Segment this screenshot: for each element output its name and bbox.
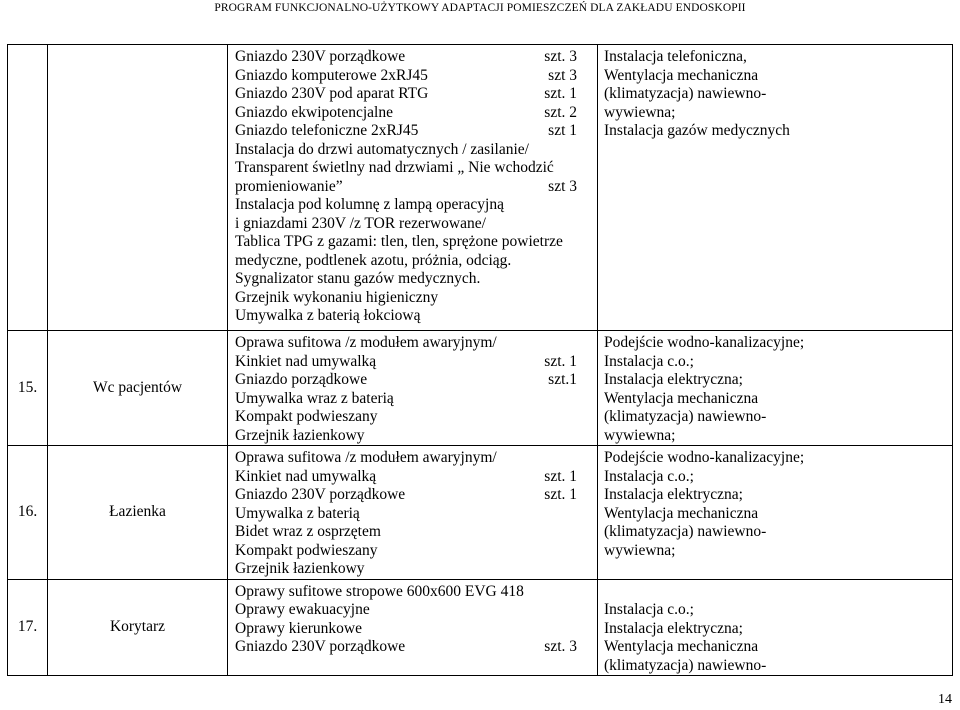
equipment-item-text: Instalacja pod kolumnę z lampą operacyjną (235, 196, 504, 213)
equipment-item-text: Tablica TPG z gazami: tlen, tlen, sprężone powietrze (235, 233, 563, 250)
row-number: 15. (8, 331, 48, 446)
room-name: Wc pacjentów (48, 331, 228, 446)
equipment-item (235, 486, 597, 505)
equipment-item (235, 371, 597, 390)
equipment-cell (228, 45, 598, 331)
equipment-item-text: Instalacja do drzwi automatycznych / zasilanie/ (235, 140, 529, 158)
equipment-item-text: Bidet wraz z osprzętem (235, 523, 381, 540)
equipment-item-text: Gniazdo ekwipotencjalne (235, 103, 393, 121)
equipment-item-text: Oprawy ewakuacyjne (235, 601, 370, 618)
rooms-table-body (8, 45, 953, 676)
equipment-item-text: Grzejnik łazienkowy (235, 560, 365, 577)
equipment-item (235, 523, 597, 542)
table-row (8, 446, 953, 580)
installation-line: Instalacja c.o.; (604, 467, 694, 485)
equipment-item (235, 215, 597, 234)
equipment-item (235, 542, 597, 561)
installation-line: Podejście wodno-kanalizacyjne; (604, 449, 805, 466)
installation-line: Instalacja elektryczna; (604, 486, 743, 503)
installation-line: Instalacja c.o.; (604, 601, 694, 618)
equipment-item-text: Kinkiet nad umywalką (235, 352, 377, 370)
installation-line: (klimatyzacja) nawiewno- (604, 656, 767, 674)
equipment-item (235, 270, 597, 289)
equipment-item-text: Umywalka z baterią (235, 504, 360, 522)
equipment-item (235, 390, 597, 409)
equipment-item-quantity: szt 1 (548, 122, 577, 139)
table-row (8, 579, 953, 676)
installation-line: Instalacja elektryczna; (604, 371, 743, 388)
equipment-item (235, 307, 597, 326)
equipment-item (235, 67, 597, 86)
equipment-item (235, 620, 597, 639)
equipment-cell (228, 446, 598, 580)
installation-line: Wentylacja mechaniczna (604, 389, 759, 407)
installations-cell (598, 579, 953, 676)
equipment-item (235, 408, 597, 427)
installations-cell (598, 446, 953, 580)
equipment-item-quantity: szt.1 (548, 371, 577, 388)
equipment-item-text: Gniazdo telefoniczne 2xRJ45 (235, 122, 419, 139)
equipment-item-text: Gniazdo 230V porządkowe (235, 638, 406, 655)
equipment-item (235, 353, 597, 372)
equipment-cell (228, 331, 598, 446)
table-row (8, 331, 953, 446)
installation-line (604, 583, 952, 602)
installation-line: wywiewna; (604, 103, 676, 121)
installation-line: (klimatyzacja) nawiewno- (604, 408, 767, 425)
room-name (48, 45, 228, 331)
installation-line: (klimatyzacja) nawiewno- (604, 523, 767, 540)
equipment-item (235, 334, 597, 353)
page-number: 14 (938, 692, 952, 707)
equipment-item (235, 252, 597, 271)
row-number (8, 45, 48, 331)
installation-line: Wentylacja mechaniczna (604, 638, 759, 655)
equipment-item-text: promieniowanie” (235, 177, 343, 195)
equipment-item-text: Umywalka z baterią łokciową (235, 307, 421, 324)
equipment-item-text: Kompakt podwieszany (235, 541, 378, 559)
equipment-item-text: Grzejnik wykonaniu higieniczny (235, 288, 439, 306)
equipment-item (235, 505, 597, 524)
installation-line: Instalacja telefoniczna, (604, 48, 747, 65)
equipment-item-quantity: szt. 1 (544, 467, 577, 485)
equipment-item (235, 427, 597, 446)
equipment-item (235, 289, 597, 308)
equipment-item (235, 85, 597, 104)
equipment-item (235, 583, 597, 602)
installation-line: Instalacja c.o.; (604, 352, 694, 370)
equipment-item (235, 560, 597, 579)
equipment-item (235, 122, 597, 141)
equipment-item-quantity: szt. 2 (544, 103, 577, 121)
equipment-item-quantity: szt 3 (548, 66, 577, 84)
installations-cell (598, 331, 953, 446)
room-name: Korytarz (48, 579, 228, 676)
equipment-item (235, 601, 597, 620)
row-number: 17. (8, 579, 48, 676)
equipment-item-quantity: szt. 3 (544, 48, 577, 65)
installations-cell (598, 45, 953, 331)
equipment-item-text: Gniazdo komputerowe 2xRJ45 (235, 66, 428, 84)
equipment-item (235, 159, 597, 178)
installation-line: Wentylacja mechaniczna (604, 66, 759, 84)
equipment-item-quantity: szt. 1 (544, 352, 577, 370)
equipment-item (235, 196, 597, 215)
equipment-item-text: i gniazdami 230V /z TOR rezerwowane/ (235, 214, 486, 232)
installation-line: Podejście wodno-kanalizacyjne; (604, 334, 805, 351)
equipment-item-text: Gniazdo porządkowe (235, 371, 368, 388)
equipment-cell (228, 579, 598, 676)
equipment-item-text: Gniazdo 230V porządkowe (235, 48, 406, 65)
row-number: 16. (8, 446, 48, 580)
equipment-item-text: Transparent świetlny nad drzwiami „ Nie wchodzić (235, 159, 554, 176)
equipment-item (235, 104, 597, 123)
equipment-item (235, 449, 597, 468)
equipment-item-text: Sygnalizator stanu gazów medycznych. (235, 270, 481, 287)
table-row (8, 45, 953, 331)
equipment-item (235, 468, 597, 487)
equipment-item-quantity: szt 3 (548, 177, 577, 195)
equipment-item-text: Oprawa sufitowa /z modułem awaryjnym/ (235, 334, 497, 351)
equipment-item-text: Oprawy sufitowe stropowe 600x600 EVG 418 (235, 582, 524, 600)
installation-line: wywiewna; (604, 541, 676, 559)
equipment-item-text: Kompakt podwieszany (235, 408, 378, 425)
installation-line: wywiewna; (604, 426, 676, 444)
installation-line: Instalacja elektryczna; (604, 619, 743, 637)
equipment-item-text: Oprawa sufitowa /z modułem awaryjnym/ (235, 449, 497, 466)
installation-line: (klimatyzacja) nawiewno- (604, 85, 767, 102)
equipment-item (235, 48, 597, 67)
equipment-item-text: Umywalka wraz z baterią (235, 389, 394, 407)
equipment-item (235, 638, 597, 657)
installation-line: Wentylacja mechaniczna (604, 504, 759, 522)
room-name: Łazienka (48, 446, 228, 580)
rooms-table (7, 44, 953, 676)
equipment-item-quantity: szt. 3 (544, 638, 577, 655)
equipment-item-text: Oprawy kierunkowe (235, 619, 362, 637)
document-header: PROGRAM FUNKCJONALNO-UŻYTKOWY ADAPTACJI POMIESZCZEŃ DLA ZAKŁADU ENDOSKOPII (214, 2, 746, 14)
equipment-item (235, 178, 597, 197)
installation-line: Instalacja gazów medycznych (604, 122, 790, 139)
equipment-item-text: medyczne, podtlenek azotu, próżnia, odciąg. (235, 251, 512, 269)
equipment-item-text: Gniazdo 230V porządkowe (235, 486, 406, 503)
equipment-item-quantity: szt. 1 (544, 85, 577, 102)
equipment-item-quantity: szt. 1 (544, 486, 577, 503)
equipment-item-text: Kinkiet nad umywalką (235, 467, 377, 485)
equipment-item-text: Grzejnik łazienkowy (235, 426, 365, 444)
equipment-item (235, 141, 597, 160)
equipment-item (235, 233, 597, 252)
equipment-item-text: Gniazdo 230V pod aparat RTG (235, 85, 429, 102)
